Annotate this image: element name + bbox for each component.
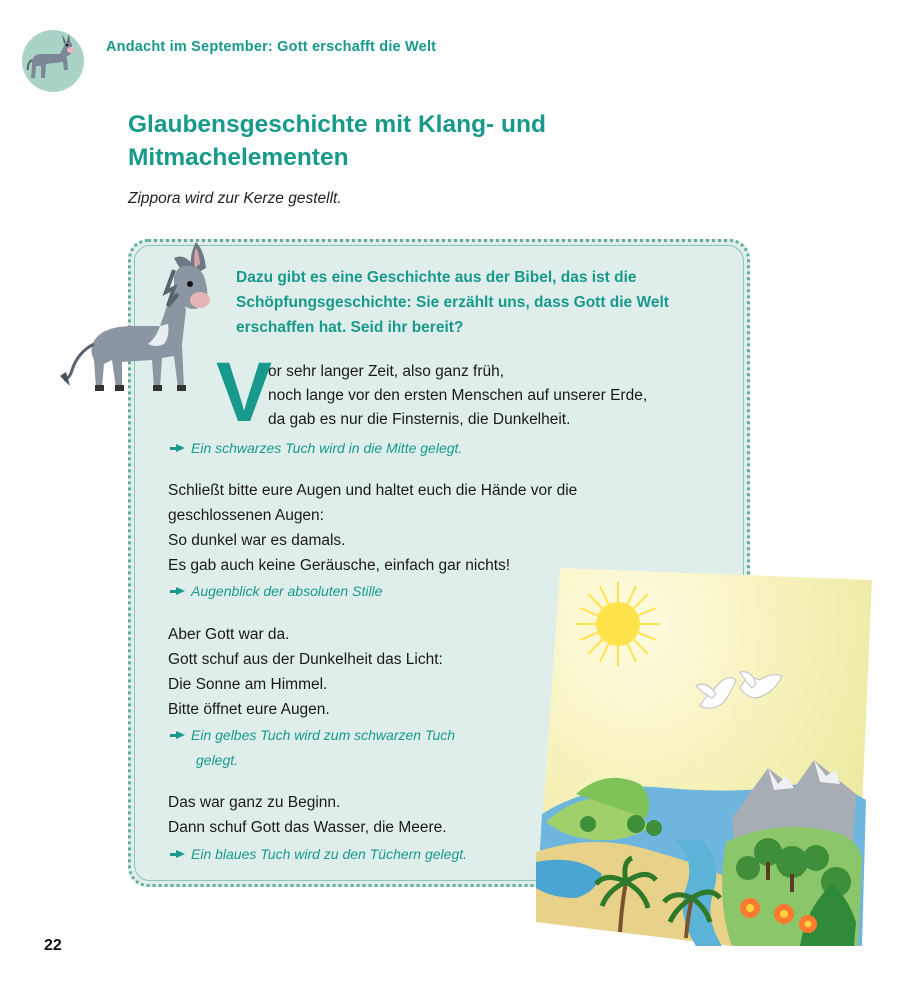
story-line: Die Sonne am Himmel. xyxy=(168,676,328,693)
instruction-text: Ein gelbes Tuch wird zum schwarzen Tuch xyxy=(191,727,456,743)
drop-cap: V xyxy=(216,345,273,439)
instruction xyxy=(176,437,462,459)
header-title: Andacht im September: Gott erschafft die Welt xyxy=(106,39,437,55)
page-number: 22 xyxy=(44,937,62,954)
instruction-text: Ein schwarzes Tuch wird in die Mitte gelegt. xyxy=(191,440,463,456)
arrow-right-icon xyxy=(176,850,185,858)
story-line: Aber Gott war da. xyxy=(168,626,290,643)
story-line: Bitte öffnet eure Augen. xyxy=(168,701,330,718)
story-line: or sehr langer Zeit, also ganz früh, xyxy=(268,363,505,380)
instruction xyxy=(176,724,455,746)
arrow-right-icon xyxy=(176,731,185,739)
flower-icon xyxy=(774,904,794,924)
story-line: Das war ganz zu Beginn. xyxy=(168,794,341,811)
flower-icon xyxy=(740,898,760,918)
instruction-text: Augenblick der absoluten Stille xyxy=(191,583,383,599)
instruction xyxy=(176,580,382,602)
story-line: So dunkel war es damals. xyxy=(168,532,346,549)
donkey-illustration xyxy=(56,240,216,400)
story-line: Schließt bitte eure Augen und haltet euch die Hände vor die xyxy=(168,482,578,499)
page-title-line-1: Glaubensgeschichte mit Klang- und xyxy=(128,111,546,138)
creation-illustration xyxy=(536,562,872,946)
donkey-icon xyxy=(22,30,84,92)
story-line: Dann schuf Gott das Wasser, die Meere. xyxy=(168,819,447,836)
story-line: geschlossenen Augen: xyxy=(168,507,324,524)
sun-icon xyxy=(576,582,660,666)
arrow-right-icon xyxy=(176,444,185,452)
story-line: noch lange vor den ersten Menschen auf unserer Erde, xyxy=(268,387,648,404)
page-title xyxy=(128,108,648,174)
instruction-text: Ein blaues Tuch wird zu den Tüchern gelegt. xyxy=(191,846,468,862)
page-title-line-2: Mitmachelementen xyxy=(128,144,349,171)
flower-icon xyxy=(799,915,817,933)
story-line: da gab es nur die Finsternis, die Dunkelheit. xyxy=(268,411,571,428)
arrow-right-icon xyxy=(176,587,185,595)
story-line: Es gab auch keine Geräusche, einfach gar nichts! xyxy=(168,557,511,574)
instruction xyxy=(176,843,467,865)
instruction-continued: gelegt. xyxy=(196,752,239,768)
story-line: Gott schuf aus der Dunkelheit das Licht: xyxy=(168,651,443,668)
header-donkey-badge xyxy=(22,30,84,92)
page-subtitle: Zippora wird zur Kerze gestellt. xyxy=(128,190,342,207)
story-intro: Dazu gibt es eine Geschichte aus der Bibel, das ist die Schöpfungsgeschichte: Sie erzählt uns, dass Gott die Welt erschaffen hat. Seid ihr bereit? xyxy=(236,269,669,336)
